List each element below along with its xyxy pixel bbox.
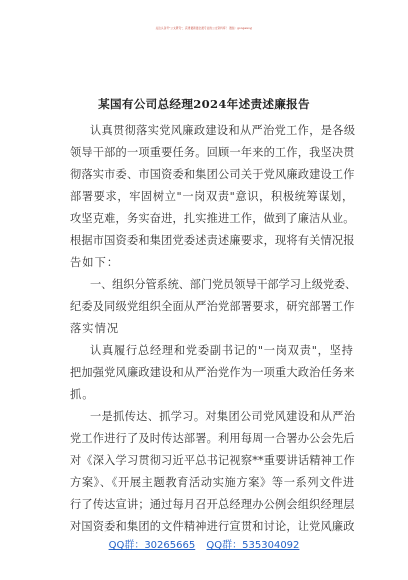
- body-line: 一、组织分管系统、部门党员领导干部学习上级党委、: [90, 278, 357, 291]
- document-title: 某国有公司总经理2024年述责述廉报告: [98, 97, 310, 111]
- body-line: 落实情况: [70, 322, 120, 335]
- body-line: 纪委及同级党组织全面从严治党部署要求，研究部署工作: [70, 300, 355, 313]
- body-line: 彻落实市委、市国资委和集团公司关于党风廉政建设工作: [70, 168, 355, 181]
- qq-group-link-2[interactable]: QQ群：535304092: [206, 540, 300, 551]
- body-line: 一是抓传达、抓学习。对集团公司党风建设和从严治: [90, 410, 356, 423]
- body-line: 抓。: [70, 388, 95, 401]
- body-line: 认真履行总经理和党委副书记的"一岗双责"，坚持: [90, 344, 354, 357]
- body-line: 行了传达宣讲；通过每月召开总经理办公例会组织经理层: [70, 498, 355, 511]
- body-line: 对《深入学习贯彻习近平总书记视察**重要讲话精神工作: [70, 454, 355, 467]
- body-line: 方案》、《开展主题教育活动实施方案》等一系列文件进: [70, 476, 355, 489]
- body-line: 领导干部的一项重要任务。回顾一年来的工作，我坚决贯: [70, 146, 355, 159]
- body-line: 攻坚克难，务实奋进，扎实推进工作，做到了廉洁从业。: [70, 212, 355, 225]
- body-line: 部署要求，牢固树立"一岗双责"意识，积极统筹谋划，: [70, 190, 354, 203]
- promo-banner: 关注头条号"公文研究"，获得最新最全最专业的公文资料库！ 微信：gongwenyj: [155, 27, 253, 30]
- qq-group-link-1[interactable]: QQ群：30265665: [108, 540, 196, 551]
- body-line: 把加强党风廉政建设和从严治党作为一项重大政治任务来: [70, 366, 355, 379]
- body-line: 认真贯彻落实党风廉政建设和从严治党工作，是各级: [90, 124, 356, 137]
- body-line: 党工作进行了及时传达部署。利用每周一合署办公会先后: [70, 432, 355, 445]
- body-line: 根据市国资委和集团党委述责述廉要求，现将有关情况报: [70, 234, 355, 247]
- body-line: 对国资委和集团的文件精神进行宣贯和讨论，让党风廉政: [70, 520, 355, 533]
- footer: [0, 536, 408, 551]
- body-line: 告如下：: [70, 256, 120, 269]
